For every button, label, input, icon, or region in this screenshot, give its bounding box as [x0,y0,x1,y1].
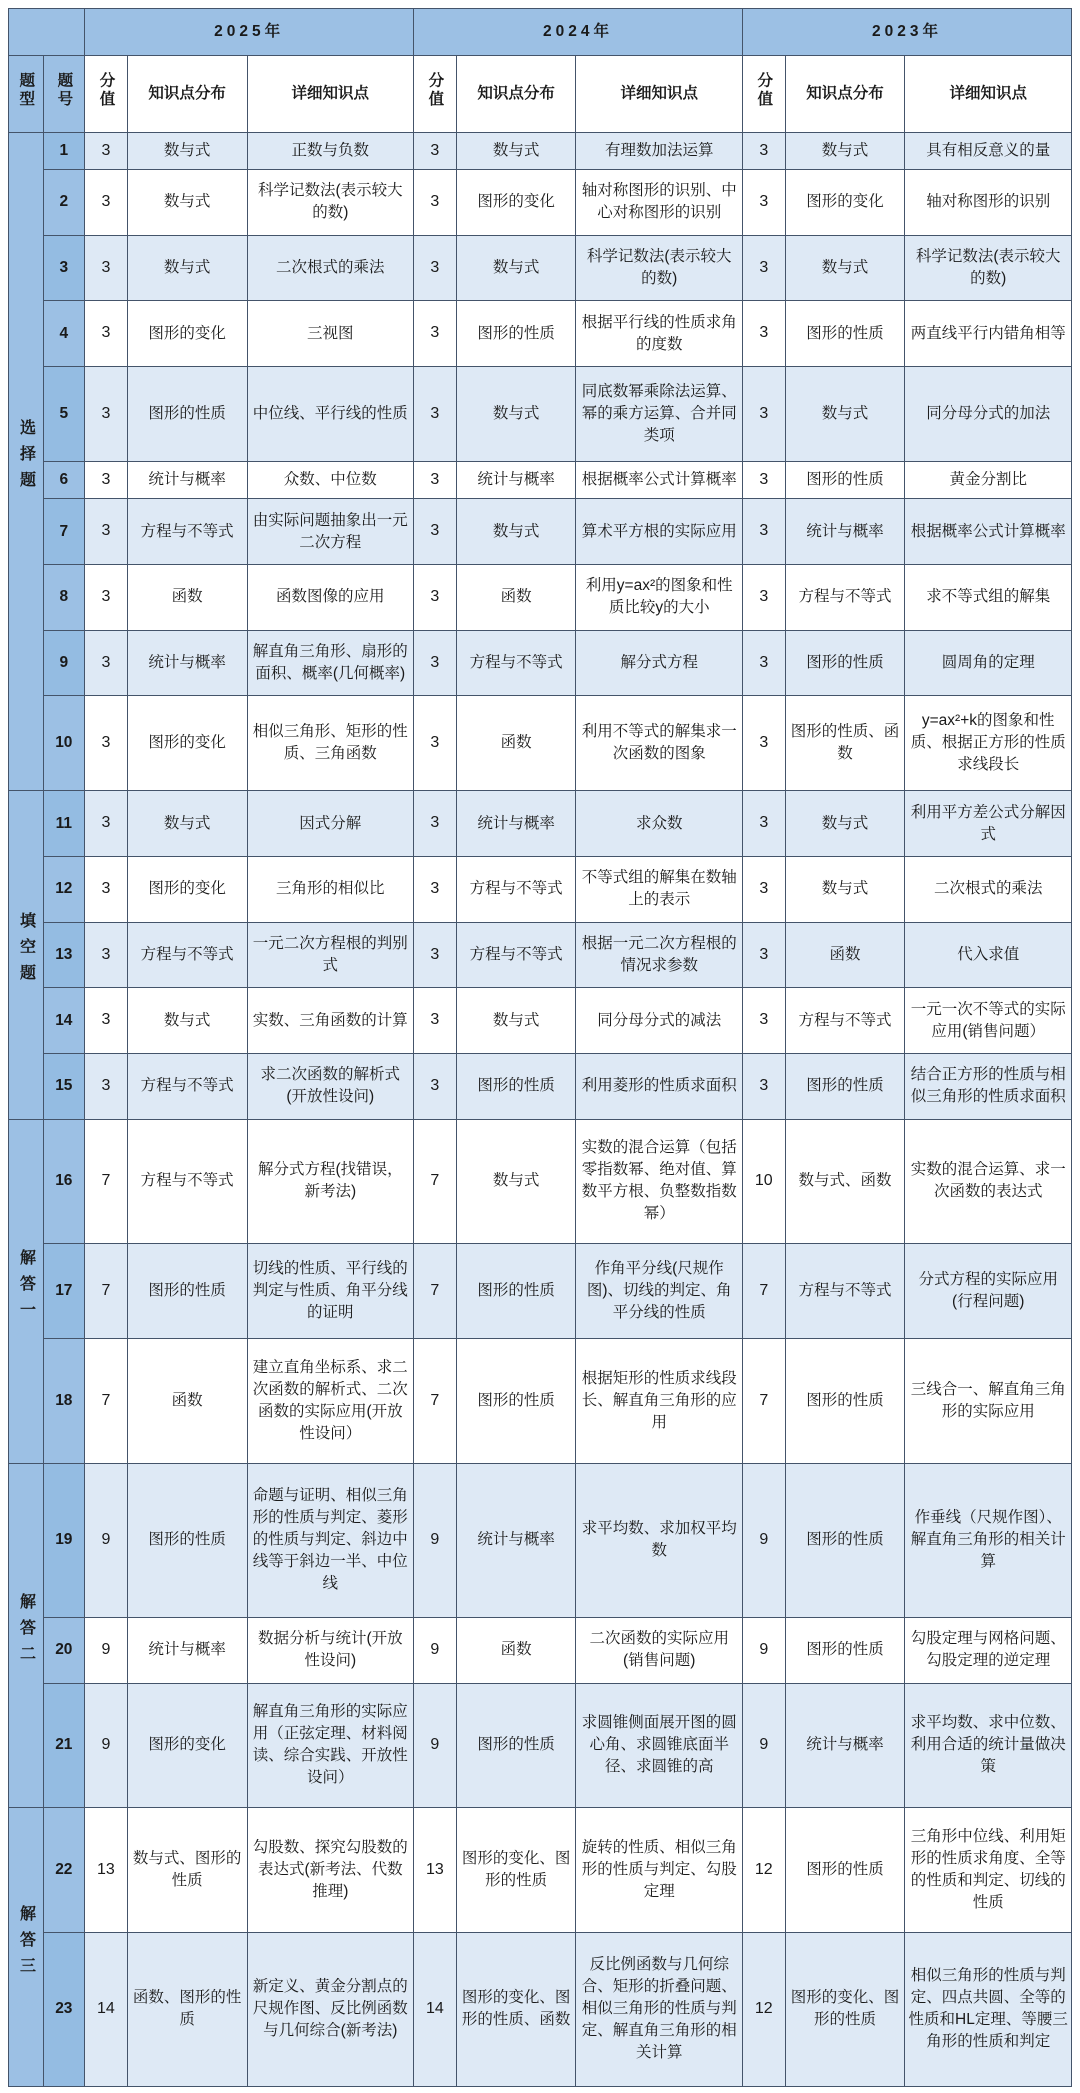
cell-y2024-score: 7 [414,1244,457,1339]
cell-y2023-dist: 图形的变化 [785,170,905,236]
table-row [9,1463,1072,1617]
cell-y2023-score: 3 [742,988,785,1054]
question-number: 15 [43,1053,85,1119]
cell-y2024-detail: 根据平行线的性质求角的度数 [576,301,743,367]
cell-y2023-dist: 图形的性质 [785,301,905,367]
cell-y2025-dist: 方程与不等式 [127,922,247,988]
table-corner [9,9,85,56]
cell-y2024-dist: 方程与不等式 [456,922,576,988]
cell-y2025-score: 3 [85,856,128,922]
cell-y2025-dist: 函数 [127,1339,247,1464]
cell-y2025-score: 9 [85,1617,128,1683]
cell-y2023-dist: 统计与概率 [785,499,905,565]
cell-y2024-score: 3 [414,791,457,857]
cell-y2023-detail: 作垂线（尺规作图）、解直角三角形的相关计算 [905,1463,1072,1617]
cell-y2025-dist: 方程与不等式 [127,499,247,565]
cell-y2025-score: 3 [85,696,128,791]
question-number: 1 [43,133,85,170]
cell-y2025-score: 3 [85,1053,128,1119]
cell-y2025-dist: 图形的变化 [127,1683,247,1808]
cell-y2024-dist: 统计与概率 [456,791,576,857]
table-row [9,462,1072,499]
table-row [9,1808,1072,1933]
cell-y2024-score: 3 [414,367,457,462]
question-number: 8 [43,564,85,630]
cell-y2023-score: 3 [742,856,785,922]
cell-y2024-score: 3 [414,301,457,367]
cell-y2023-detail: 勾股定理与网格问题、勾股定理的逆定理 [905,1617,1072,1683]
cell-y2024-detail: 轴对称图形的识别、中心对称图形的识别 [576,170,743,236]
year-band-row [9,9,1072,56]
cell-y2023-dist: 图形的性质 [785,1617,905,1683]
table-row [9,1683,1072,1808]
table-row [9,133,1072,170]
group-label-1 [9,791,44,1119]
cell-y2024-score: 3 [414,922,457,988]
cell-y2023-detail: 一元一次不等式的实际应用(销售问题） [905,988,1072,1054]
cell-y2024-detail: 有理数加法运算 [576,133,743,170]
cell-y2024-detail: 利用菱形的性质求面积 [576,1053,743,1119]
cell-y2023-score: 7 [742,1244,785,1339]
question-number: 6 [43,462,85,499]
cell-y2023-detail: 相似三角形的性质与判定、四点共圆、全等的性质和HL定理、等腰三角形的性质和判定 [905,1932,1072,2086]
table-row [9,1119,1072,1244]
cell-y2023-detail: 圆周角的定理 [905,630,1072,696]
header-detail-0: 详细知识点 [247,56,414,133]
cell-y2024-dist: 图形的性质 [456,1683,576,1808]
cell-y2024-detail: 利用不等式的解集求一次函数的图象 [576,696,743,791]
cell-y2025-detail: 切线的性质、平行线的判定与性质、角平分线的证明 [247,1244,414,1339]
header-score-1-text: 分值 [426,72,444,109]
table-row [9,630,1072,696]
cell-y2025-score: 3 [85,367,128,462]
question-number: 20 [43,1617,85,1683]
table-row [9,1244,1072,1339]
cell-y2023-detail: 分式方程的实际应用(行程问题) [905,1244,1072,1339]
cell-y2024-score: 3 [414,988,457,1054]
header-score-0-text: 分值 [97,72,115,109]
cell-y2023-score: 3 [742,367,785,462]
cell-y2025-score: 7 [85,1119,128,1244]
cell-y2024-detail: 求众数 [576,791,743,857]
cell-y2025-dist: 图形的变化 [127,696,247,791]
cell-y2024-score: 9 [414,1617,457,1683]
question-number: 16 [43,1119,85,1244]
cell-y2023-score: 3 [742,235,785,301]
question-number: 11 [43,791,85,857]
cell-y2024-detail: 不等式组的解集在数轴上的表示 [576,856,743,922]
cell-y2025-score: 3 [85,170,128,236]
cell-y2025-score: 3 [85,301,128,367]
cell-y2023-score: 3 [742,922,785,988]
cell-y2024-dist: 数与式 [456,367,576,462]
cell-y2025-dist: 图形的变化 [127,856,247,922]
header-detail-1: 详细知识点 [576,56,743,133]
cell-y2024-dist: 方程与不等式 [456,630,576,696]
cell-y2023-detail: 代入求值 [905,922,1072,988]
cell-y2025-detail: 解直角三角形的实际应用（正弦定理、材料阅读、综合实践、开放性设问） [247,1683,414,1808]
cell-y2023-dist: 数与式 [785,367,905,462]
cell-y2025-score: 3 [85,499,128,565]
cell-y2023-score: 3 [742,630,785,696]
cell-y2025-detail: 二次根式的乘法 [247,235,414,301]
cell-y2025-score: 7 [85,1339,128,1464]
cell-y2025-detail: 正数与负数 [247,133,414,170]
group-label-text: 选择题 [17,419,35,498]
table-row [9,367,1072,462]
cell-y2023-detail: 根据概率公式计算概率 [905,499,1072,565]
group-label-4 [9,1808,44,2087]
table-row [9,301,1072,367]
cell-y2024-dist: 函数 [456,564,576,630]
cell-y2025-score: 3 [85,462,128,499]
cell-y2025-dist: 方程与不等式 [127,1053,247,1119]
cell-y2023-detail: 三角形中位线、利用矩形的性质求角度、全等的性质和判定、切线的性质 [905,1808,1072,1933]
cell-y2023-score: 9 [742,1617,785,1683]
cell-y2023-score: 3 [742,696,785,791]
cell-y2024-score: 3 [414,499,457,565]
cell-y2024-score: 3 [414,133,457,170]
cell-y2023-dist: 图形的性质、函数 [785,696,905,791]
cell-y2023-score: 12 [742,1932,785,2086]
cell-y2024-detail: 科学记数法(表示较大的数) [576,235,743,301]
cell-y2023-score: 7 [742,1339,785,1464]
cell-y2023-detail: 求平均数、求中位数、利用合适的统计量做决策 [905,1683,1072,1808]
cell-y2025-dist: 数与式 [127,791,247,857]
year-header-0: 2025年 [85,9,414,56]
cell-y2025-dist: 图形的性质 [127,1463,247,1617]
cell-y2024-detail: 实数的混合运算（包括零指数幂、绝对值、算数平方根、负整数指数幂） [576,1119,743,1244]
cell-y2025-score: 3 [85,564,128,630]
cell-y2024-detail: 反比例函数与几何综合、矩形的折叠问题、相似三角形的性质与判定、解直角三角形的相关计算 [576,1932,743,2086]
cell-y2025-dist: 函数、图形的性质 [127,1932,247,2086]
header-score-1 [414,56,457,133]
group-label-3 [9,1463,44,1807]
cell-y2024-score: 7 [414,1119,457,1244]
cell-y2023-dist: 方程与不等式 [785,1244,905,1339]
cell-y2025-detail: 众数、中位数 [247,462,414,499]
group-label-text: 填空题 [17,912,35,991]
cell-y2024-score: 3 [414,696,457,791]
cell-y2023-score: 3 [742,791,785,857]
cell-y2023-detail: 实数的混合运算、求一次函数的表达式 [905,1119,1072,1244]
cell-y2025-detail: 三视图 [247,301,414,367]
cell-y2023-detail: 科学记数法(表示较大的数) [905,235,1072,301]
table-body [9,9,1072,2087]
table-row [9,1339,1072,1464]
cell-y2023-dist: 图形的性质 [785,1053,905,1119]
cell-y2023-score: 10 [742,1119,785,1244]
cell-y2024-score: 9 [414,1463,457,1617]
cell-y2023-score: 9 [742,1683,785,1808]
cell-y2023-detail: 求不等式组的解集 [905,564,1072,630]
cell-y2024-detail: 旋转的性质、相似三角形的性质与判定、勾股定理 [576,1808,743,1933]
cell-y2024-detail: 根据矩形的性质求线段长、解直角三角形的应用 [576,1339,743,1464]
cell-y2025-dist: 图形的变化 [127,301,247,367]
cell-y2024-dist: 统计与概率 [456,462,576,499]
cell-y2023-dist: 数与式、函数 [785,1119,905,1244]
cell-y2025-detail: 数据分析与统计(开放性设问) [247,1617,414,1683]
cell-y2024-dist: 图形的变化、图形的性质、函数 [456,1932,576,2086]
year-header-2: 2023年 [742,9,1071,56]
question-number: 9 [43,630,85,696]
question-number: 12 [43,856,85,922]
header-question-type-text: 题型 [17,72,35,109]
cell-y2024-dist: 图形的性质 [456,1053,576,1119]
cell-y2023-dist: 方程与不等式 [785,564,905,630]
cell-y2024-detail: 解分式方程 [576,630,743,696]
cell-y2023-dist: 数与式 [785,856,905,922]
question-number: 18 [43,1339,85,1464]
cell-y2023-detail: 结合正方形的性质与相似三角形的性质求面积 [905,1053,1072,1119]
cell-y2025-detail: 因式分解 [247,791,414,857]
question-number: 17 [43,1244,85,1339]
table-row [9,1932,1072,2086]
cell-y2024-dist: 图形的变化 [456,170,576,236]
cell-y2024-dist: 图形的性质 [456,1244,576,1339]
cell-y2023-dist: 图形的性质 [785,630,905,696]
cell-y2025-score: 9 [85,1683,128,1808]
cell-y2023-dist: 数与式 [785,133,905,170]
cell-y2025-detail: 命题与证明、相似三角形的性质与判定、菱形的性质与判定、斜边中线等于斜边一半、中位线 [247,1463,414,1617]
cell-y2025-detail: 函数图像的应用 [247,564,414,630]
cell-y2025-dist: 数与式 [127,235,247,301]
cell-y2024-score: 9 [414,1683,457,1808]
cell-y2023-score: 3 [742,462,785,499]
cell-y2024-dist: 数与式 [456,1119,576,1244]
column-header-row [9,56,1072,133]
cell-y2025-score: 14 [85,1932,128,2086]
cell-y2024-detail: 作角平分线(尺规作图)、切线的判定、角平分线的性质 [576,1244,743,1339]
cell-y2025-dist: 统计与概率 [127,630,247,696]
cell-y2025-detail: 三角形的相似比 [247,856,414,922]
cell-y2024-detail: 同分母分式的减法 [576,988,743,1054]
group-label-2 [9,1119,44,1463]
cell-y2024-dist: 数与式 [456,499,576,565]
cell-y2025-dist: 方程与不等式 [127,1119,247,1244]
cell-y2025-dist: 图形的性质 [127,367,247,462]
cell-y2024-score: 3 [414,564,457,630]
cell-y2025-score: 3 [85,791,128,857]
cell-y2023-detail: 具有相反意义的量 [905,133,1072,170]
cell-y2024-score: 13 [414,1808,457,1933]
table-row [9,696,1072,791]
cell-y2025-score: 7 [85,1244,128,1339]
cell-y2024-score: 14 [414,1932,457,2086]
cell-y2024-score: 7 [414,1339,457,1464]
question-number: 10 [43,696,85,791]
cell-y2024-detail: 根据一元二次方程根的情况求参数 [576,922,743,988]
cell-y2023-score: 3 [742,564,785,630]
cell-y2024-score: 3 [414,630,457,696]
header-question-number-text: 题号 [55,72,73,109]
question-number: 3 [43,235,85,301]
cell-y2023-detail: 轴对称图形的识别 [905,170,1072,236]
cell-y2023-dist: 图形的性质 [785,462,905,499]
cell-y2023-dist: 数与式 [785,235,905,301]
cell-y2024-dist: 数与式 [456,133,576,170]
cell-y2024-detail: 求圆锥侧面展开图的圆心角、求圆锥底面半径、求圆锥的高 [576,1683,743,1808]
header-detail-2: 详细知识点 [905,56,1072,133]
cell-y2024-score: 3 [414,856,457,922]
header-score-0 [85,56,128,133]
cell-y2025-detail: 相似三角形、矩形的性质、三角函数 [247,696,414,791]
cell-y2024-score: 3 [414,170,457,236]
cell-y2023-score: 3 [742,301,785,367]
cell-y2023-dist: 图形的性质 [785,1339,905,1464]
table-row [9,988,1072,1054]
cell-y2023-detail: y=ax²+k的图象和性质、根据正方形的性质求线段长 [905,696,1072,791]
cell-y2023-dist: 图形的性质 [785,1463,905,1617]
question-number: 21 [43,1683,85,1808]
cell-y2025-score: 3 [85,235,128,301]
cell-y2025-dist: 图形的性质 [127,1244,247,1339]
cell-y2025-detail: 建立直角坐标系、求二次函数的解析式、二次函数的实际应用(开放性设问） [247,1339,414,1464]
cell-y2023-detail: 两直线平行内错角相等 [905,301,1072,367]
cell-y2023-dist: 图形的性质 [785,1808,905,1933]
cell-y2023-score: 3 [742,1053,785,1119]
cell-y2023-dist: 函数 [785,922,905,988]
question-number: 13 [43,922,85,988]
cell-y2023-score: 9 [742,1463,785,1617]
cell-y2025-detail: 科学记数法(表示较大的数) [247,170,414,236]
question-number: 2 [43,170,85,236]
cell-y2024-dist: 图形的变化、图形的性质 [456,1808,576,1933]
cell-y2024-dist: 统计与概率 [456,1463,576,1617]
cell-y2025-dist: 统计与概率 [127,462,247,499]
question-number: 5 [43,367,85,462]
cell-y2023-score: 3 [742,499,785,565]
group-label-text: 解答三 [17,1904,35,1983]
knowledge-point-comparison-table [8,8,1072,2087]
cell-y2025-detail: 一元二次方程根的判别式 [247,922,414,988]
group-label-text: 解答一 [17,1248,35,1327]
cell-y2025-detail: 实数、三角函数的计算 [247,988,414,1054]
cell-y2025-detail: 由实际问题抽象出一元二次方程 [247,499,414,565]
question-number: 4 [43,301,85,367]
cell-y2023-detail: 黄金分割比 [905,462,1072,499]
cell-y2023-detail: 二次根式的乘法 [905,856,1072,922]
cell-y2025-dist: 统计与概率 [127,1617,247,1683]
cell-y2025-dist: 数与式、图形的性质 [127,1808,247,1933]
cell-y2025-detail: 勾股数、探究勾股数的表达式(新考法、代数推理) [247,1808,414,1933]
header-score-2-text: 分值 [755,72,773,109]
cell-y2025-score: 9 [85,1463,128,1617]
table-row [9,791,1072,857]
cell-y2025-dist: 数与式 [127,133,247,170]
cell-y2025-detail: 求二次函数的解析式(开放性设问) [247,1053,414,1119]
table-row [9,564,1072,630]
question-number: 23 [43,1932,85,2086]
cell-y2024-dist: 函数 [456,696,576,791]
cell-y2023-dist: 统计与概率 [785,1683,905,1808]
cell-y2023-detail: 同分母分式的加法 [905,367,1072,462]
cell-y2025-score: 3 [85,922,128,988]
cell-y2024-dist: 图形的性质 [456,301,576,367]
cell-y2025-score: 3 [85,630,128,696]
cell-y2024-detail: 利用y=ax²的图象和性质比较y的大小 [576,564,743,630]
cell-y2025-detail: 解直角三角形、扇形的面积、概率(几何概率) [247,630,414,696]
cell-y2024-detail: 根据概率公式计算概率 [576,462,743,499]
cell-y2023-detail: 三线合一、解直角三角形的实际应用 [905,1339,1072,1464]
cell-y2025-score: 3 [85,988,128,1054]
cell-y2024-dist: 函数 [456,1617,576,1683]
cell-y2024-detail: 算术平方根的实际应用 [576,499,743,565]
cell-y2024-detail: 二次函数的实际应用(销售问题) [576,1617,743,1683]
cell-y2023-dist: 数与式 [785,791,905,857]
cell-y2025-score: 3 [85,133,128,170]
cell-y2025-dist: 函数 [127,564,247,630]
header-question-number [43,56,85,133]
cell-y2023-score: 3 [742,133,785,170]
header-score-2 [742,56,785,133]
table-row [9,1617,1072,1683]
cell-y2024-dist: 数与式 [456,235,576,301]
cell-y2025-score: 13 [85,1808,128,1933]
table-row [9,499,1072,565]
cell-y2025-dist: 数与式 [127,988,247,1054]
cell-y2023-dist: 方程与不等式 [785,988,905,1054]
year-header-1: 2024年 [414,9,743,56]
cell-y2025-detail: 新定义、黄金分割点的尺规作图、反比例函数与几何综合(新考法) [247,1932,414,2086]
cell-y2023-score: 3 [742,170,785,236]
table-row [9,856,1072,922]
cell-y2025-detail: 中位线、平行线的性质 [247,367,414,462]
header-question-type [9,56,44,133]
table-row [9,170,1072,236]
cell-y2024-detail: 同底数幂乘除法运算、幂的乘方运算、合并同类项 [576,367,743,462]
cell-y2024-dist: 图形的性质 [456,1339,576,1464]
group-label-0 [9,133,44,791]
question-number: 22 [43,1808,85,1933]
question-number: 14 [43,988,85,1054]
cell-y2023-dist: 图形的变化、图形的性质 [785,1932,905,2086]
cell-y2025-detail: 解分式方程(找错误，新考法) [247,1119,414,1244]
cell-y2024-dist: 方程与不等式 [456,856,576,922]
question-number: 19 [43,1463,85,1617]
cell-y2024-score: 3 [414,235,457,301]
table-row [9,1053,1072,1119]
cell-y2024-score: 3 [414,462,457,499]
header-distribution-0: 知识点分布 [127,56,247,133]
cell-y2023-detail: 利用平方差公式分解因式 [905,791,1072,857]
table-row [9,922,1072,988]
cell-y2025-dist: 数与式 [127,170,247,236]
header-distribution-2: 知识点分布 [785,56,905,133]
question-number: 7 [43,499,85,565]
group-label-text: 解答二 [17,1593,35,1671]
cell-y2024-detail: 求平均数、求加权平均数 [576,1463,743,1617]
header-distribution-1: 知识点分布 [456,56,576,133]
cell-y2024-dist: 数与式 [456,988,576,1054]
cell-y2024-score: 3 [414,1053,457,1119]
table-row [9,235,1072,301]
cell-y2023-score: 12 [742,1808,785,1933]
